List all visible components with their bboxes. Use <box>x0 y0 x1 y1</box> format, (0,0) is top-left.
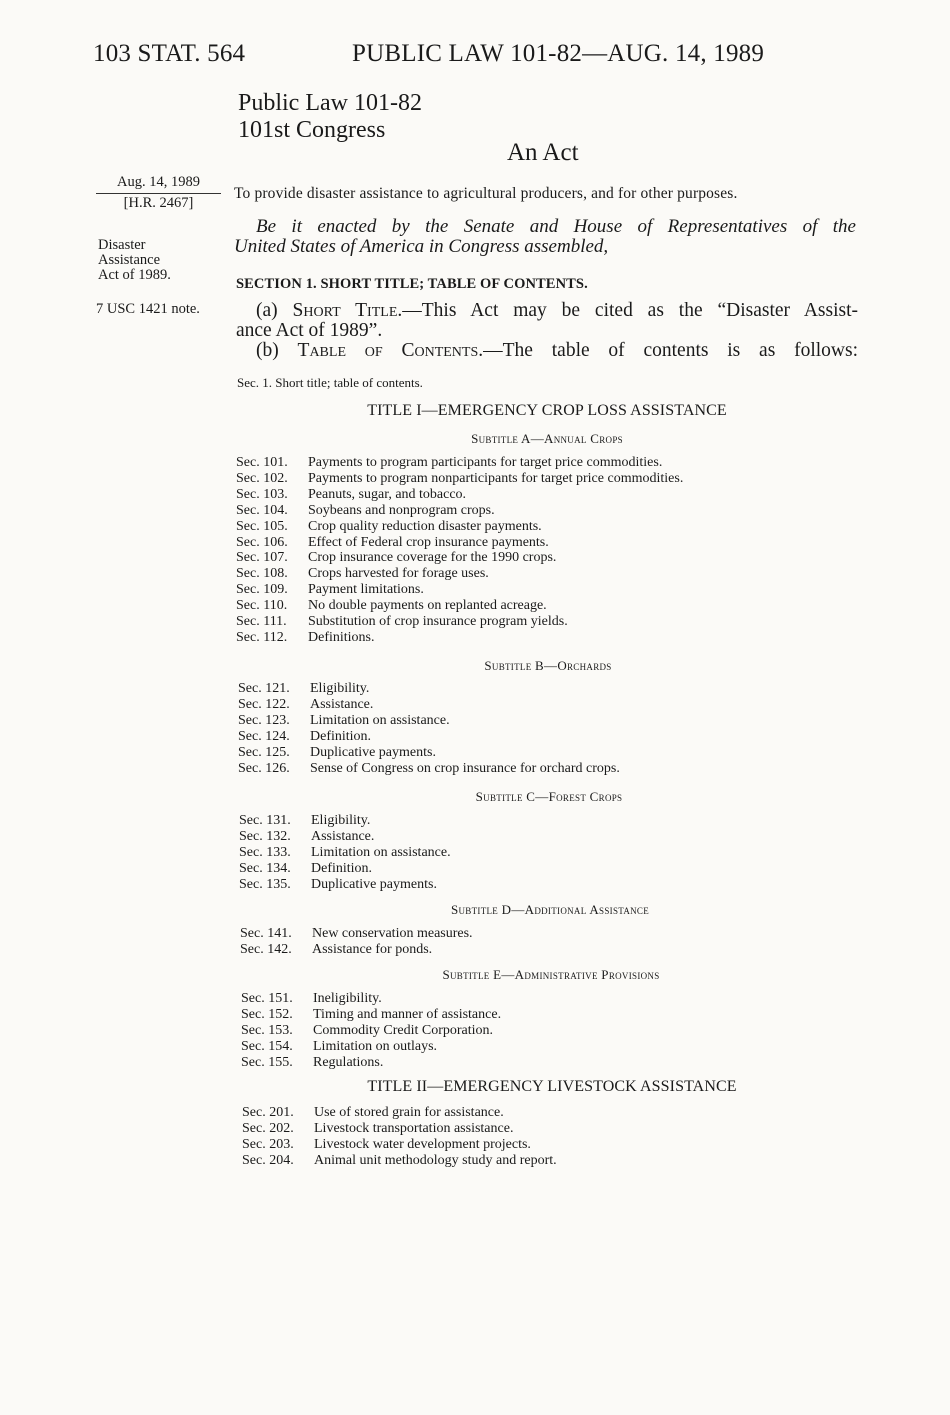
margin-short-title-line: Disaster <box>98 237 146 253</box>
toc-list-subtitle-b <box>238 681 620 776</box>
subsection-b-label: (b) <box>256 340 298 361</box>
toc-entry-number: Sec. 202. <box>242 1120 294 1136</box>
toc-entry-number: Sec. 124. <box>238 728 290 744</box>
toc-entry-number: Sec. 125. <box>238 744 290 760</box>
subsection-b-caption: Table of Contents <box>297 340 479 361</box>
toc-entry-number: Sec. 154. <box>241 1038 293 1054</box>
toc-entry <box>241 1039 501 1055</box>
toc-entry-number: Sec. 132. <box>239 828 291 844</box>
toc-entry-number: Sec. 102. <box>236 470 288 486</box>
toc-entry-number: Sec. 126. <box>238 760 290 776</box>
toc-entry-number: Sec. 109. <box>236 582 288 598</box>
toc-entry-title: Livestock transportation assistance. <box>314 1120 514 1136</box>
toc-entry <box>239 845 451 861</box>
toc-entry-number: Sec. 152. <box>241 1006 293 1022</box>
toc-entry-title: Payment limitations. <box>308 582 424 598</box>
toc-entry-number: Sec. 131. <box>239 813 291 828</box>
toc-entry-number: Sec. 203. <box>242 1136 294 1152</box>
toc-list-subtitle-a <box>236 455 683 646</box>
margin-date: Aug. 14, 1989 <box>117 174 200 190</box>
toc-entry <box>242 1153 557 1169</box>
toc-title-1: TITLE I—EMERGENCY CROP LOSS ASSISTANCE <box>367 402 727 419</box>
toc-entry-title: New conservation measures. <box>312 926 473 941</box>
toc-entry-title: Crop quality reduction disaster payments. <box>308 518 542 534</box>
toc-entry <box>236 550 683 566</box>
congress-number: 101st Congress <box>238 117 386 143</box>
toc-entry-number: Sec. 135. <box>239 876 291 892</box>
toc-entry-title: Effect of Federal crop insurance payments. <box>308 534 549 550</box>
toc-entry <box>238 681 620 697</box>
toc-entry-number: Sec. 201. <box>242 1105 294 1120</box>
toc-entry-title: Commodity Credit Corporation. <box>313 1022 494 1038</box>
subsection-b <box>236 341 858 361</box>
toc-entry-title: Assistance. <box>310 696 374 712</box>
toc-entry-number: Sec. 111. <box>236 614 287 630</box>
subsection-a-label: (a) <box>256 300 293 321</box>
toc-entry-title: Duplicative payments. <box>310 744 436 760</box>
act-purpose: To provide disaster assistance to agricultural producers, and for other purposes. <box>234 185 738 202</box>
toc-entry-title: Soybeans and nonprogram crops. <box>308 502 495 518</box>
toc-entry-title: Livestock water development projects. <box>314 1136 531 1152</box>
toc-entry-number: Sec. 204. <box>242 1152 294 1168</box>
enacting-clause-line: United States of America in Congress assembled, <box>234 236 609 257</box>
toc-entry-title: Eligibility. <box>310 681 370 696</box>
subsection-a-line <box>236 301 858 321</box>
toc-entry-number: Sec. 151. <box>241 991 293 1006</box>
toc-subtitle-a: Subtitle A—Annual Crops <box>471 431 623 446</box>
margin-rule <box>96 193 221 194</box>
toc-entry-title: Ineligibility. <box>313 991 382 1006</box>
toc-entry-title: Regulations. <box>313 1054 384 1070</box>
toc-entry <box>236 566 683 582</box>
toc-list-subtitle-c <box>239 813 451 893</box>
subsection-b-text: .—The table of contents is as follows: <box>478 340 858 361</box>
toc-entry-title: Limitation on assistance. <box>311 844 451 860</box>
toc-entry-number: Sec. 122. <box>238 696 290 712</box>
margin-date-block <box>96 175 221 211</box>
toc-entry-number: Sec. 123. <box>238 712 290 728</box>
toc-entry <box>236 630 683 646</box>
toc-entry <box>238 713 620 729</box>
toc-entry <box>236 614 683 630</box>
toc-entry <box>240 926 473 942</box>
toc-entry-title: Animal unit methodology study and report. <box>314 1152 557 1168</box>
toc-entry-number: Sec. 108. <box>236 566 288 582</box>
margin-short-title-line: Act of 1989. <box>98 267 171 283</box>
toc-entry <box>236 598 683 614</box>
toc-entry-number: Sec. 110. <box>236 598 288 614</box>
toc-entry <box>238 729 620 745</box>
toc-entry-title: Definition. <box>311 860 373 876</box>
toc-entry <box>242 1121 557 1137</box>
toc-entry <box>236 487 683 503</box>
toc-entry-number: Sec. 105. <box>236 518 288 534</box>
toc-list-subtitle-d <box>240 926 473 958</box>
toc-entry <box>238 745 620 761</box>
toc-entry <box>239 861 451 877</box>
toc-entry <box>241 1023 501 1039</box>
running-header-law: PUBLIC LAW 101-82—AUG. 14, 1989 <box>352 40 765 67</box>
toc-list-subtitle-e <box>241 991 501 1071</box>
section-1-heading: SECTION 1. SHORT TITLE; TABLE OF CONTENTS. <box>236 276 588 292</box>
toc-entry-title: Eligibility. <box>311 813 371 828</box>
subsection-a-text: .—This Act may be cited as the “Disaster Assist- <box>397 300 858 321</box>
toc-entry <box>236 471 683 487</box>
toc-entry-number: Sec. 103. <box>236 486 288 502</box>
toc-entry <box>240 942 473 958</box>
toc-entry <box>241 991 501 1007</box>
toc-entry-title: Assistance. <box>311 828 375 844</box>
enacting-clause <box>234 217 856 257</box>
toc-entry-title: Use of stored grain for assistance. <box>314 1105 504 1120</box>
margin-short-title-line: Assistance <box>98 252 161 268</box>
toc-entry <box>241 1007 501 1023</box>
toc-title-2: TITLE II—EMERGENCY LIVESTOCK ASSISTANCE <box>367 1078 737 1095</box>
toc-entry-number: Sec. 107. <box>236 550 288 566</box>
toc-entry <box>239 813 451 829</box>
toc-subtitle-e: Subtitle E—Administrative Provisions <box>442 967 660 982</box>
toc-entry-title: Payments to program participants for target price commodities. <box>308 455 663 470</box>
toc-entry <box>236 582 683 598</box>
toc-entry-title: Limitation on outlays. <box>313 1038 438 1054</box>
toc-entry-title: Crop insurance coverage for the 1990 crops. <box>308 550 557 566</box>
toc-subtitle-d: Subtitle D—Additional Assistance <box>450 902 650 917</box>
toc-entry-title: Sense of Congress on crop insurance for orchard crops. <box>310 760 620 776</box>
toc-entry <box>236 503 683 519</box>
margin-citation: 7 USC 1421 note. <box>96 301 200 317</box>
toc-entry-number: Sec. 134. <box>239 860 291 876</box>
toc-entry-title: Timing and manner of assistance. <box>313 1006 502 1022</box>
toc-entry-number: Sec. 106. <box>236 534 288 550</box>
toc-entry-title: Assistance for ponds. <box>312 941 433 957</box>
page-stat-number: 103 STAT. 564 <box>93 40 246 67</box>
toc-entry-title: No double payments on replanted acreage. <box>308 598 547 614</box>
toc-entry <box>242 1137 557 1153</box>
toc-entry-title: Duplicative payments. <box>311 876 437 892</box>
public-law-number: Public Law 101-82 <box>238 90 422 116</box>
toc-entry-title: Definitions. <box>308 629 375 645</box>
toc-list-title-2 <box>242 1105 557 1169</box>
subsection-b-line <box>236 341 858 361</box>
toc-entry-title: Definition. <box>310 728 372 744</box>
toc-entry <box>236 535 683 551</box>
toc-subtitle-c: Subtitle C—Forest Crops <box>475 789 623 804</box>
subsection-a <box>236 301 858 341</box>
toc-entry <box>238 761 620 777</box>
toc-entry-number: Sec. 104. <box>236 502 288 518</box>
toc-entry-title: Payments to program nonparticipants for target price commodities. <box>308 470 684 486</box>
toc-entry-number: Sec. 112. <box>236 629 288 645</box>
toc-entry-number: Sec. 101. <box>236 455 288 470</box>
toc-entry-title: Crops harvested for forage uses. <box>308 566 489 582</box>
toc-entry <box>241 1055 501 1071</box>
toc-entry-number: Sec. 141. <box>240 926 292 941</box>
toc-subtitle-b: Subtitle B—Orchards <box>484 658 612 673</box>
toc-entry <box>242 1105 557 1121</box>
toc-entry-number: Sec. 133. <box>239 844 291 860</box>
toc-sec-1: Sec. 1. Short title; table of contents. <box>237 375 423 390</box>
subsection-a-text-cont: ance Act of 1989”. <box>236 320 383 341</box>
toc-entry <box>236 455 683 471</box>
toc-entry-title: Substitution of crop insurance program yields. <box>308 614 568 630</box>
public-law-heading <box>238 90 422 144</box>
margin-bill-number: [H.R. 2467] <box>123 195 194 211</box>
toc-entry-title: Limitation on assistance. <box>310 712 450 728</box>
subsection-a-caption: Short Title <box>292 300 398 321</box>
enacting-clause-line: Be it enacted by the Senate and House of Representatives of the <box>256 216 856 237</box>
margin-short-title <box>98 238 171 283</box>
toc-entry <box>238 697 620 713</box>
toc-entry-title: Peanuts, sugar, and tobacco. <box>308 486 467 502</box>
toc-entry <box>236 519 683 535</box>
toc-entry-number: Sec. 142. <box>240 941 292 957</box>
toc-entry <box>239 829 451 845</box>
toc-entry-number: Sec. 153. <box>241 1022 293 1038</box>
toc-entry-number: Sec. 121. <box>238 681 290 696</box>
act-title: An Act <box>507 139 579 166</box>
toc-entry-number: Sec. 155. <box>241 1054 293 1070</box>
toc-entry <box>239 877 451 893</box>
